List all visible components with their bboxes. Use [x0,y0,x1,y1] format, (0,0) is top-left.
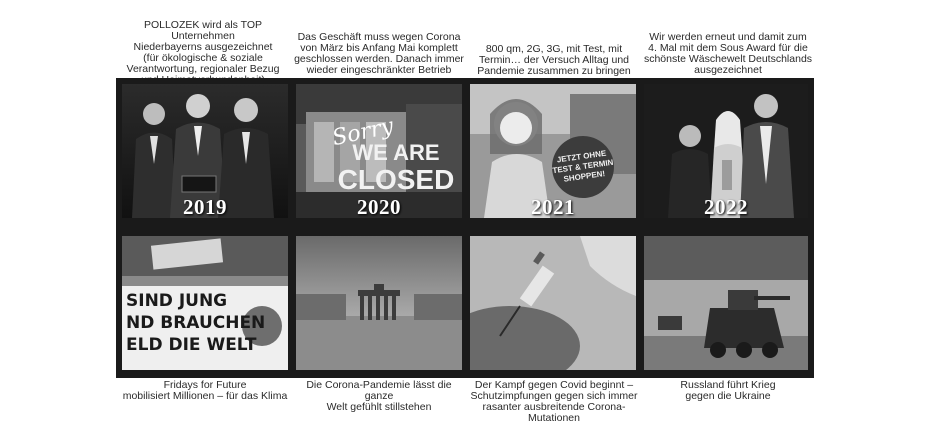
caption-2021: 800 qm, 2G, 3G, mit Test, mit Termin… der Versuch Alltag und Pandemie zusammen zu bringen [477,43,631,77]
caption-2022: Wir werden erneut und damit zum 4. Mal mit dem Sous Award für die schönste Wäschewelt Deutschlands ausgezeichnet [643,31,813,76]
closed-text: CLOSED [337,164,455,195]
caption-ukraine-war: Russland führt Krieg gegen die Ukraine [680,379,776,402]
protest-banner-text: SIND JUNG ND BRAUCHEN ELD DIE WELT [126,291,266,355]
sorry-script: Sorry [330,113,396,152]
photo-sous-award-2022 [644,84,808,218]
photo-timeline-board [116,78,814,378]
photo-store-closed-2020 [296,84,462,218]
caption-vaccination: Der Kampf gegen Covid beginnt – Schutzimpfungen gegen sich immer rasanter ausbreitende Corona- Mutationen [470,379,638,424]
photo-vaccination [470,236,636,370]
caption-fridays-for-future: Fridays for Future mobilisiert Millionen – für das Klima [122,379,288,402]
photo-ukraine-war [644,236,808,370]
promo-badge: JETZT OHNE TEST & TERMIN SHOPPEN! [548,132,618,202]
caption-2019: POLLOZEK wird als TOP Unternehmen Niederbayerns ausgezeichnet (für ökologische & soziale Verantwortung, regionaler Bezug [126,19,280,75]
year-label-2020: 2020 [357,195,401,218]
caption-2020: Das Geschäft muss wegen Corona von März bis Anfang Mai komplett geschlossen werden. Danach immer wieder eingeschränkter Betrieb [294,31,464,76]
we-are-text: WE ARE [352,140,440,165]
photo-fridays-for-future [122,236,288,370]
year-label-2021: 2021 [531,195,575,218]
photo-brandenburg-gate [296,236,462,370]
photo-award-2019 [122,84,288,218]
year-label-2022: 2022 [704,195,748,218]
photo-shopping-2021 [470,84,636,218]
year-label-2019: 2019 [183,195,227,218]
caption-corona-pandemic: Die Corona-Pandemie lässt die ganze Welt gefühlt stillstehen [306,379,452,413]
